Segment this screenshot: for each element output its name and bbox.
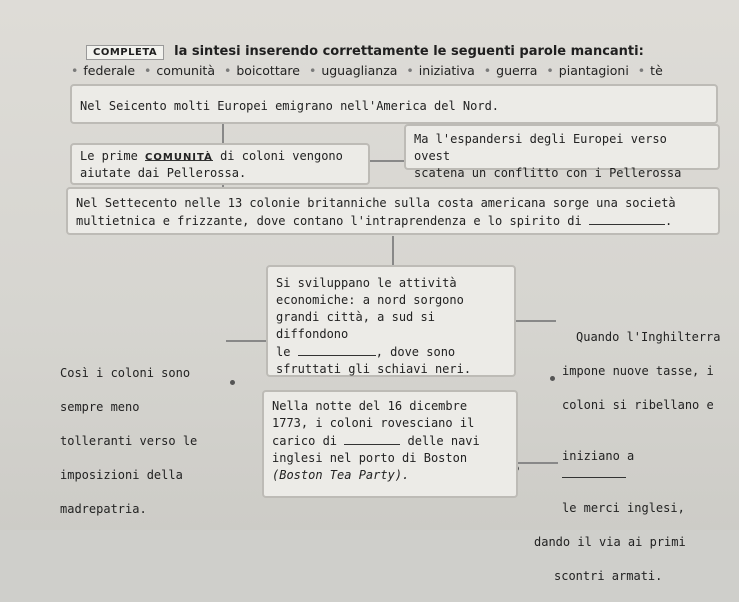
box-text: aiutate dai Pellerossa. bbox=[80, 166, 247, 180]
box-text: delle navi bbox=[407, 434, 480, 448]
bullet-dot bbox=[550, 376, 555, 381]
text-coloni-tolleranti bbox=[60, 348, 197, 535]
connector-line bbox=[516, 462, 558, 464]
exercise-header bbox=[86, 44, 644, 60]
box-text: , dove sono bbox=[375, 345, 456, 359]
instruction-text: la sintesi inserendo correttamente le seguenti parole mancanti: bbox=[174, 44, 644, 59]
word-bank: • federale • comunità • boicottare • uguaglianza • iniziativa • guerra • piantagioni • tè bbox=[71, 63, 663, 78]
text-line: le merci inglesi, bbox=[562, 501, 685, 515]
text-line: dando il via ai primi bbox=[534, 535, 686, 549]
word-item: iniziativa bbox=[418, 63, 475, 78]
completa-badge: COMPLETA bbox=[86, 45, 164, 60]
text-line: iniziano a bbox=[562, 449, 635, 463]
box-text: Nel Settecento nelle 13 colonie britanniche sulla costa americana sorge una società bbox=[76, 196, 676, 210]
blank-field[interactable] bbox=[589, 212, 665, 225]
text-line: scontri armati. bbox=[554, 569, 663, 583]
box-text: le bbox=[276, 345, 291, 359]
box-text: carico di bbox=[272, 434, 338, 448]
text-line: sempre meno bbox=[60, 400, 140, 414]
box-text: sfruttati gli schiavi neri. bbox=[276, 362, 472, 376]
word-item: boicottare bbox=[236, 63, 300, 78]
box-text: economiche: a nord sorgono bbox=[276, 293, 464, 307]
box-line: multietnica e frizzante, dove contano l'intraprendenza e lo spirito di . bbox=[76, 214, 673, 228]
box-settecento bbox=[66, 187, 720, 235]
text-line bbox=[562, 431, 721, 483]
word-item: guerra bbox=[496, 63, 538, 78]
box-text: multietnica e frizzante, dove contano l'intraprendenza e lo spirito di bbox=[76, 214, 582, 228]
word-item: federale bbox=[83, 63, 136, 78]
box-line bbox=[80, 148, 360, 165]
box-text: Nel Seicento molti Europei emigrano nell'America del Nord. bbox=[80, 99, 500, 113]
box-text: Si sviluppano le attività bbox=[276, 276, 457, 290]
box-text: inglesi nel porto di Boston bbox=[272, 451, 468, 465]
blank-field[interactable] bbox=[562, 465, 626, 478]
word-item: tè bbox=[650, 63, 663, 78]
box-seicento bbox=[70, 84, 718, 124]
box-text: Nella notte del 16 dicembre bbox=[272, 399, 468, 413]
box-line bbox=[272, 432, 508, 450]
text-line: coloni si ribellano e bbox=[562, 398, 714, 412]
word-item: piantagioni bbox=[558, 63, 629, 78]
box-text: (Boston Tea Party). bbox=[272, 468, 410, 482]
text-line: madrepatria. bbox=[60, 502, 147, 516]
box-text: di coloni vengono bbox=[220, 149, 343, 163]
blank-field[interactable] bbox=[298, 343, 376, 356]
box-boston-tea-party bbox=[262, 390, 518, 498]
box-text: Ma l'espandersi degli Europei verso ovest bbox=[414, 132, 667, 163]
word-item: uguaglianza bbox=[321, 63, 398, 78]
connector-line bbox=[516, 320, 556, 322]
box-attivita bbox=[266, 265, 516, 377]
text-line: impone nuove tasse, i bbox=[562, 364, 714, 378]
box-text: Le prime bbox=[80, 149, 138, 163]
box-prime-comunita bbox=[70, 143, 370, 185]
word-item: comunità bbox=[156, 63, 215, 78]
text-inghilterra bbox=[534, 312, 721, 602]
filled-blank[interactable] bbox=[145, 148, 213, 161]
box-line bbox=[276, 343, 506, 361]
handwritten-answer: COMUNITÀ bbox=[145, 152, 213, 163]
connector-line bbox=[392, 236, 394, 266]
box-text: 1773, i coloni rovesciano il bbox=[272, 416, 475, 430]
connector-line bbox=[226, 340, 270, 342]
text-line: Così i coloni sono bbox=[60, 366, 191, 380]
box-text: grandi città, a sud si diffondono bbox=[276, 310, 435, 341]
box-espansione bbox=[404, 124, 720, 180]
box-text: scatena un conflitto con i Pellerossa bbox=[414, 166, 682, 180]
blank-field[interactable] bbox=[344, 432, 400, 445]
text-line: tolleranti verso le bbox=[60, 434, 198, 448]
bullet-dot bbox=[230, 380, 235, 385]
text-line: Quando l'Inghilterra bbox=[576, 330, 721, 344]
connector-line bbox=[222, 122, 224, 144]
text-line: imposizioni della bbox=[60, 468, 183, 482]
